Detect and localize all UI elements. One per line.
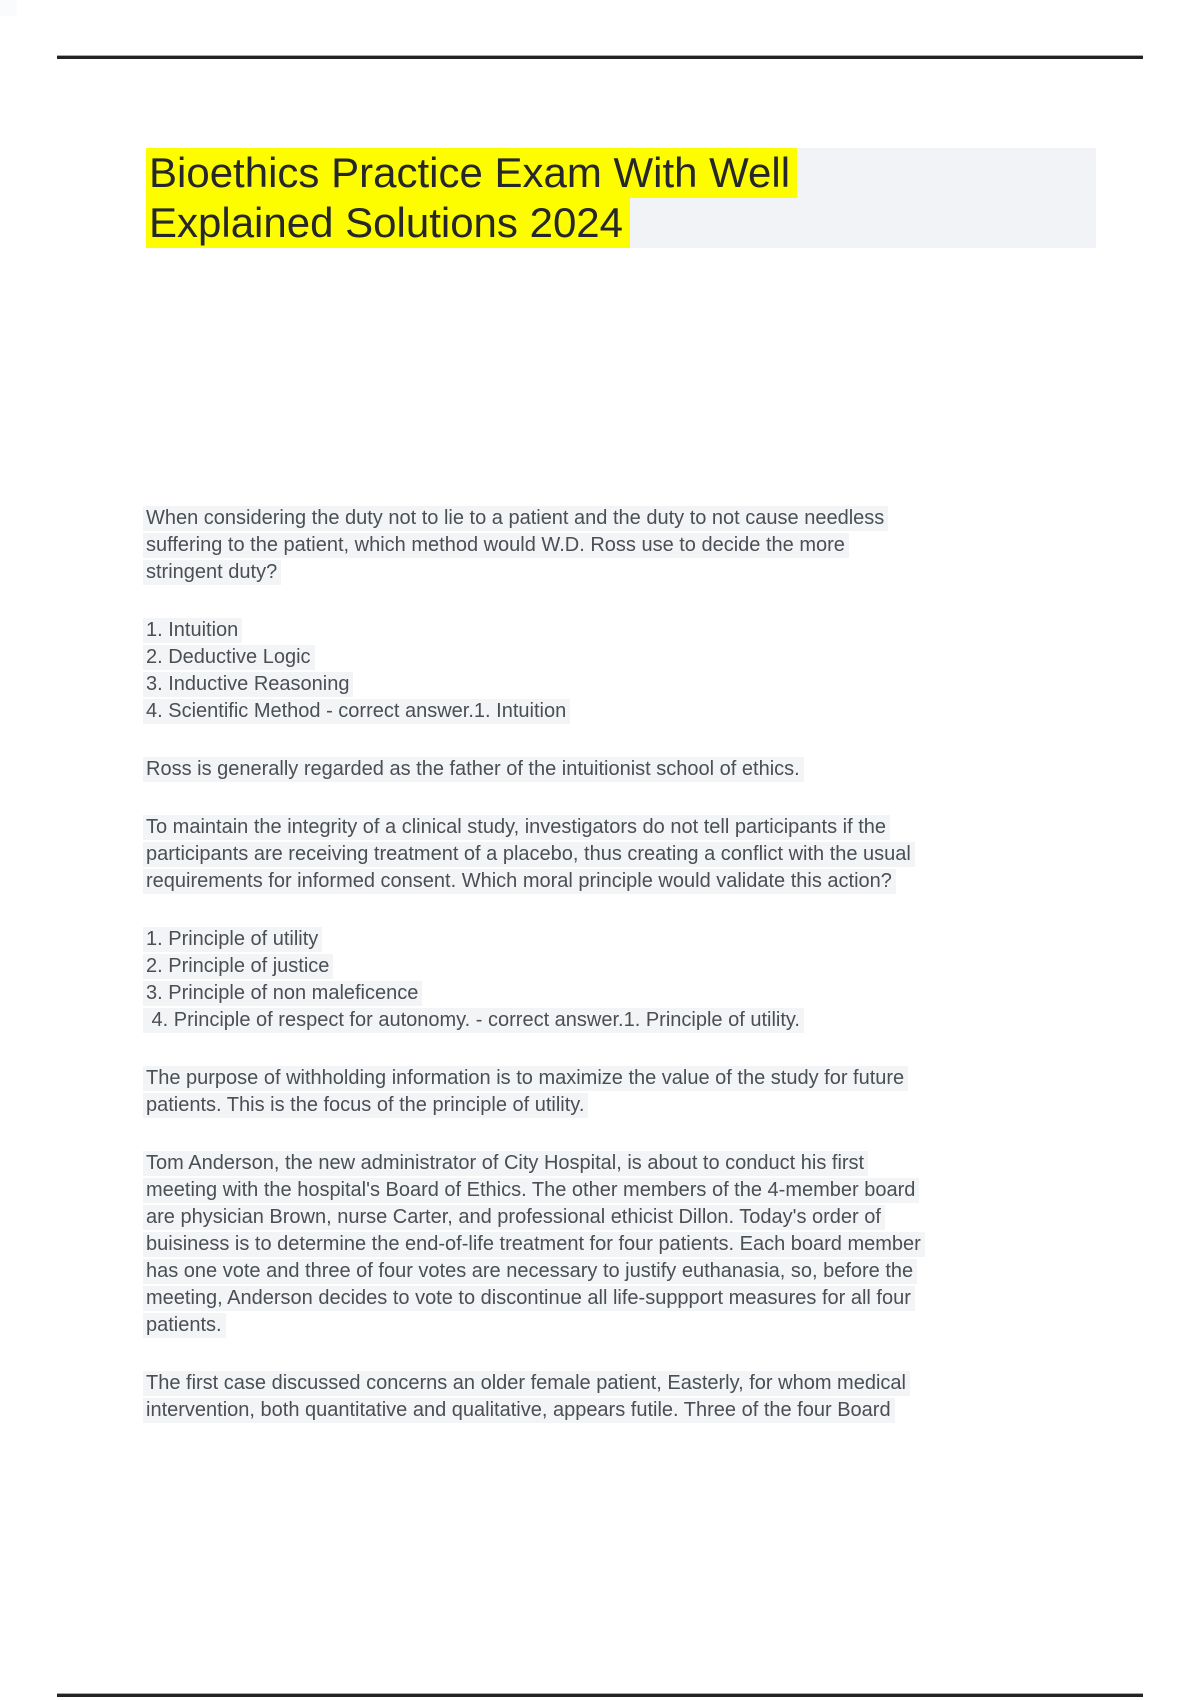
header-rule [57,55,1143,59]
body-line: To maintain the integrity of a clinical study, investigators do not tell participants if the [143,814,1073,841]
paragraph-5 [143,926,1073,1034]
page-title-line [146,148,1096,198]
scan-corner-artifact [0,0,17,16]
page-title-highlight-1: Bioethics Practice Exam With Well [146,148,797,198]
paragraph-7 [143,1150,1073,1339]
body-line: 3. Principle of non maleficence [143,980,1073,1007]
title-block [146,148,1096,248]
body-line: are physician Brown, nurse Carter, and professional ethicist Dillon. Today's order of [143,1204,1073,1231]
body-text [143,505,1073,1424]
footer-rule [57,1693,1143,1697]
body-line: When considering the duty not to lie to a patient and the duty to not cause needless [143,505,1073,532]
body-line: meeting, Anderson decides to vote to discontinue all life-suppport measures for all four [143,1285,1073,1312]
body-line: patients. [143,1312,1073,1339]
body-line: requirements for informed consent. Which moral principle would validate this action? [143,868,1073,895]
body-line: suffering to the patient, which method would W.D. Ross use to decide the more [143,532,1073,559]
paragraph-3 [143,756,1073,783]
body-line: 2. Deductive Logic [143,644,1073,671]
body-line: 4. Principle of respect for autonomy. - correct answer.1. Principle of utility. [143,1007,1073,1034]
body-line: 2. Principle of justice [143,953,1073,980]
paragraph-2 [143,617,1073,725]
body-line: buisiness is to determine the end-of-life treatment for four patients. Each board member [143,1231,1073,1258]
page-title-highlight-2: Explained Solutions 2024 [146,198,630,248]
paragraph-4 [143,814,1073,895]
body-line: participants are receiving treatment of a placebo, thus creating a conflict with the usual [143,841,1073,868]
body-line: patients. This is the focus of the principle of utility. [143,1092,1073,1119]
body-line: The purpose of withholding information is to maximize the value of the study for future [143,1065,1073,1092]
body-line: meeting with the hospital's Board of Ethics. The other members of the 4-member board [143,1177,1073,1204]
body-line: 1. Intuition [143,617,1073,644]
body-line: intervention, both quantitative and qualitative, appears futile. Three of the four Board [143,1397,1073,1424]
body-line: 1. Principle of utility [143,926,1073,953]
body-line: stringent duty? [143,559,1073,586]
body-line: has one vote and three of four votes are necessary to justify euthanasia, so, before the [143,1258,1073,1285]
body-line: The first case discussed concerns an older female patient, Easterly, for whom medical [143,1370,1073,1397]
body-line: 3. Inductive Reasoning [143,671,1073,698]
paragraph-1 [143,505,1073,586]
page-title-line [146,198,1096,248]
paragraph-8 [143,1370,1073,1424]
body-line: Ross is generally regarded as the father of the intuitionist school of ethics. [143,756,1073,783]
body-line: Tom Anderson, the new administrator of City Hospital, is about to conduct his first [143,1150,1073,1177]
body-line: 4. Scientific Method - correct answer.1. Intuition [143,698,1073,725]
paragraph-6 [143,1065,1073,1119]
